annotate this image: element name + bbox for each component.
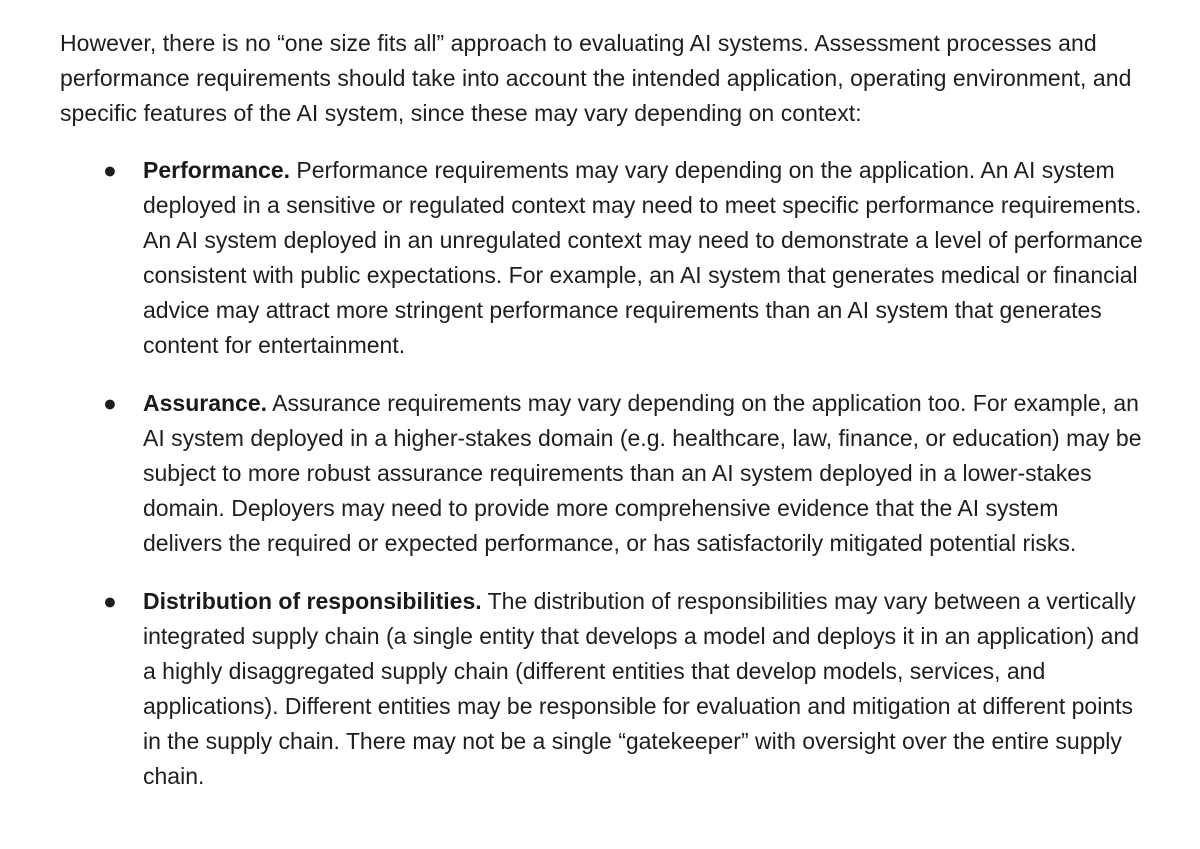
- list-item-assurance: [60, 386, 1143, 561]
- list-item-distribution: [60, 584, 1143, 794]
- item-term: Distribution of responsibilities.: [143, 588, 482, 614]
- bullet-icon: ●: [103, 390, 117, 416]
- item-term: Performance.: [143, 157, 291, 183]
- bullet-list: [60, 153, 1160, 794]
- item-text: The distribution of responsibilities may vary between a vertically integrated supply chain (a single entity that develops a model and deploys it in an application) and a highly disaggregated supply chain (different entities that develop models, services, and applications). Different entities may be responsible for evaluation and mitigation at different points in the supply chain. There may not be a single “gatekeeper” with oversight over the entire supply chain.: [143, 588, 1140, 789]
- bullet-icon: ●: [103, 157, 117, 183]
- item-text: Performance requirements may vary depending on the application. An AI system deployed in a sensitive or regulated context may need to meet specific performance requirements. An AI system deployed in an unregulated context may need to demonstrate a level of performance consistent with public expectations. For example, an AI system that generates medical or financial advice may attract more stringent performance requirements than an AI system that generates content for entertainment.: [143, 157, 1143, 358]
- item-text: Assurance requirements may vary depending on the application too. For example, an AI system deployed in a higher-stakes domain (e.g. healthcare, law, finance, or education) may be subject to more robust assurance requirements than an AI system deployed in a lower-stakes domain. Deployers may need to provide more comprehensive evidence that the AI system delivers the required or expected performance, or has satisfactorily mitigated potential risks.: [143, 390, 1142, 556]
- intro-paragraph: However, there is no “one size fits all” approach to evaluating AI systems. Assessment processes and performance requirements should take into account the intended application, operating environment, and specific features of the AI system, since these may vary depending on context:: [60, 30, 1132, 126]
- item-term: Assurance.: [143, 390, 268, 416]
- bullet-icon: ●: [103, 588, 117, 614]
- list-item-performance: [60, 153, 1143, 363]
